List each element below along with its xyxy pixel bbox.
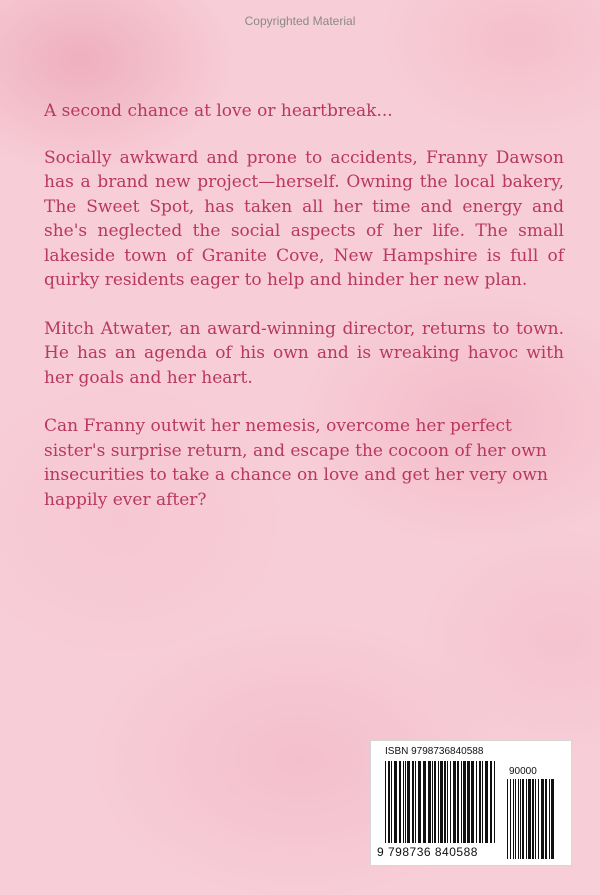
barcode-bar bbox=[440, 761, 443, 843]
barcode-bar bbox=[538, 779, 539, 859]
barcode-bar bbox=[471, 761, 474, 843]
barcode-bar bbox=[549, 779, 550, 859]
barcode-bar bbox=[485, 761, 488, 843]
barcode-bar bbox=[518, 779, 519, 859]
blurb-paragraph: Socially awkward and prone to accidents, Franny Dawson has a brand new project—herself. Owning the local bakery, The Sweet Spot, has taken all her time and energy and she's neglected the social aspects of her life. The small lakeside town of Granite Cove, New Hampshire is full of quirky residents eager to help and hinder her new plan. bbox=[44, 147, 564, 290]
barcode-bar bbox=[423, 761, 426, 843]
barcode-bar bbox=[551, 779, 554, 859]
barcode-bar bbox=[385, 761, 386, 843]
barcode-bar bbox=[457, 761, 459, 843]
barcode-bar bbox=[432, 761, 433, 843]
barcode-bar bbox=[515, 779, 516, 859]
barcode-bar bbox=[399, 761, 401, 843]
barcode-bar bbox=[541, 779, 544, 859]
barcode-bar bbox=[428, 761, 431, 843]
barcode-bar bbox=[479, 761, 481, 843]
barcode-bar bbox=[526, 779, 527, 859]
barcode-bar bbox=[520, 779, 521, 859]
barcode-bar bbox=[461, 761, 462, 843]
barcode-bar bbox=[394, 761, 397, 843]
watermark: Copyrighted Material bbox=[244, 14, 356, 28]
back-cover-blurb bbox=[44, 99, 564, 536]
barcode-bar bbox=[522, 779, 524, 859]
barcode-bar bbox=[513, 779, 514, 859]
barcode-bar bbox=[453, 761, 456, 843]
barcode-bar bbox=[510, 779, 511, 859]
barcode-bar bbox=[467, 761, 470, 843]
barcode-bar bbox=[405, 761, 406, 843]
barcode-bar bbox=[447, 761, 448, 843]
barcode-bar bbox=[391, 761, 392, 843]
barcode-bar bbox=[494, 761, 495, 843]
barcode-bar bbox=[438, 761, 439, 843]
barcode-bar bbox=[545, 779, 547, 859]
barcode-digits: 9 798736 840588 bbox=[377, 845, 478, 859]
blurb-paragraph: Can Franny outwit her nemesis, overcome her perfect sister's surprise return, and escape the cocoon of her own insecurities to take a chance on love and get her very own happily ever after? bbox=[44, 416, 548, 510]
barcode-bar bbox=[463, 761, 466, 843]
isbn-barcode bbox=[370, 740, 572, 866]
barcode-bar bbox=[403, 761, 404, 843]
barcode-bar bbox=[482, 761, 483, 843]
barcode-bar bbox=[412, 761, 414, 843]
tagline: A second chance at love or heartbreak... bbox=[44, 101, 393, 121]
barcode-bar bbox=[528, 779, 531, 859]
barcode-bar bbox=[507, 779, 508, 859]
barcode-bar bbox=[434, 761, 436, 843]
barcode-bar bbox=[535, 779, 536, 859]
isbn-label: ISBN 9798736840588 bbox=[385, 746, 484, 757]
barcode-bar bbox=[388, 761, 390, 843]
barcode-bar bbox=[476, 761, 477, 843]
barcode-bar bbox=[407, 761, 410, 843]
barcode-bar bbox=[415, 761, 416, 843]
barcode-bar bbox=[532, 779, 534, 859]
blurb-paragraph: Mitch Atwater, an award-winning director, returns to town. He has an agenda of his own and is wreaking havoc with her goals and her heart. bbox=[44, 318, 564, 388]
barcode-bar bbox=[450, 761, 451, 843]
barcode-bar bbox=[418, 761, 421, 843]
barcode-bar bbox=[444, 761, 446, 843]
barcode-addon-code: 90000 bbox=[509, 766, 537, 777]
barcode-bar bbox=[490, 761, 492, 843]
